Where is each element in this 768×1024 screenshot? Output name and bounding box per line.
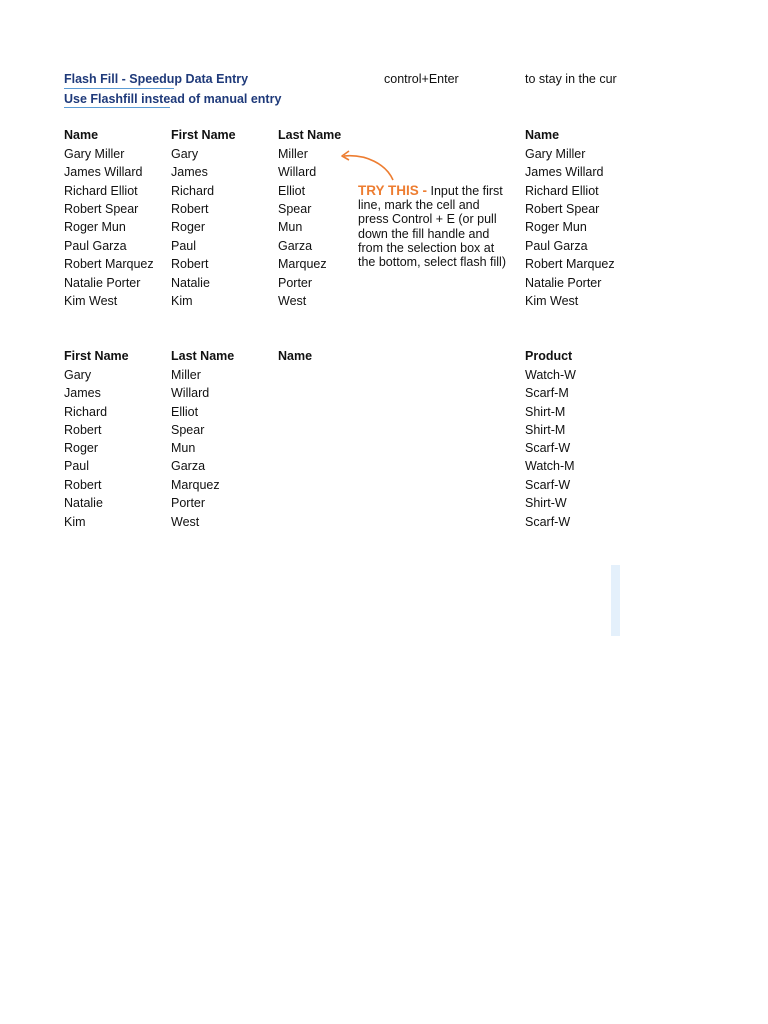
table1-right-cell[interactable]: Kim West <box>525 294 579 308</box>
table1-cell-name[interactable]: Natalie Porter <box>64 276 141 290</box>
table2-cell-first[interactable]: Gary <box>64 368 92 382</box>
table1-cell-last[interactable]: Marquez <box>278 257 327 271</box>
table2-header-name: Name <box>278 349 313 363</box>
try-this-note <box>358 184 506 269</box>
table1-cell-name[interactable]: James Willard <box>64 165 143 179</box>
product-cell[interactable]: Scarf-W <box>525 478 571 492</box>
product-cell[interactable]: Scarf-W <box>525 441 571 455</box>
product-cell[interactable]: Watch-W <box>525 368 576 382</box>
table1-right-cell[interactable]: Roger Mun <box>525 220 587 234</box>
title-underline <box>64 88 174 89</box>
table2-cell-first[interactable]: Richard <box>64 405 108 419</box>
table1-cell-last[interactable]: Miller <box>278 147 308 161</box>
product-cell[interactable]: Shirt-W <box>525 496 567 510</box>
table2-cell-first[interactable]: Kim <box>64 515 86 529</box>
table1-header-name: Name <box>64 128 99 142</box>
table1-cell-first[interactable]: Robert <box>171 202 209 216</box>
table1-cell-first[interactable]: Gary <box>171 147 199 161</box>
table2-cell-last[interactable]: Garza <box>171 459 206 473</box>
table1-cell-last[interactable]: Garza <box>278 239 313 253</box>
table1-cell-name[interactable]: Robert Spear <box>64 202 139 216</box>
table1-header-last-name: Last Name <box>278 128 342 142</box>
table1-cell-first[interactable]: James <box>171 165 208 179</box>
table2-cell-first[interactable]: Natalie <box>64 496 103 510</box>
table1-right-cell[interactable]: Robert Marquez <box>525 257 615 271</box>
table1-cell-first[interactable]: Roger <box>171 220 206 234</box>
table2-cell-last[interactable]: Porter <box>171 496 206 510</box>
table1-cell-name[interactable]: Paul Garza <box>64 239 127 253</box>
product-cell[interactable]: Watch-M <box>525 459 575 473</box>
table2-header-last-name: Last Name <box>171 349 235 363</box>
try-this-text: Input the first line, mark the cell and press Control + E (or pull down the fill handle and from the selection box at the bottom, select flash fill) <box>358 184 506 270</box>
table2-cell-last[interactable]: West <box>171 515 200 529</box>
table1-cell-last[interactable]: Elliot <box>278 184 306 198</box>
table1-right-cell[interactable]: Gary Miller <box>525 147 586 161</box>
table1-cell-name[interactable]: Robert Marquez <box>64 257 154 271</box>
shortcut-cell: control+Enter <box>384 72 459 86</box>
table1-cell-first[interactable]: Natalie <box>171 276 210 290</box>
table2-cell-first[interactable]: Robert <box>64 478 102 492</box>
table1-cell-last[interactable]: Porter <box>278 276 313 290</box>
table1-cell-last[interactable]: West <box>278 294 307 308</box>
table1-cell-first[interactable]: Kim <box>171 294 193 308</box>
table1-cell-name[interactable]: Roger Mun <box>64 220 126 234</box>
product-cell[interactable]: Scarf-M <box>525 386 569 400</box>
try-this-label: TRY THIS - <box>358 183 428 198</box>
table2-cell-last[interactable]: Mun <box>171 441 196 455</box>
table1-cell-last[interactable]: Willard <box>278 165 317 179</box>
subtitle-underline <box>64 107 170 108</box>
table1-cell-first[interactable]: Paul <box>171 239 197 253</box>
table2-cell-last[interactable]: Elliot <box>171 405 199 419</box>
table1-right-cell[interactable]: Natalie Porter <box>525 276 602 290</box>
table1-right-cell[interactable]: James Willard <box>525 165 604 179</box>
table1-right-cell[interactable]: Paul Garza <box>525 239 588 253</box>
table1-cell-last[interactable]: Spear <box>278 202 312 216</box>
table1-header-first-name: First Name <box>171 128 236 142</box>
table2-header-first-name: First Name <box>64 349 129 363</box>
table2-cell-first[interactable]: James <box>64 386 101 400</box>
table2-cell-last[interactable]: Willard <box>171 386 210 400</box>
sheet-title: Flash Fill - Speedup Data Entry <box>64 72 249 86</box>
table2-cell-first[interactable]: Robert <box>64 423 102 437</box>
table1-cell-last[interactable]: Mun <box>278 220 303 234</box>
product-cell[interactable]: Shirt-M <box>525 405 566 419</box>
table1-cell-first[interactable]: Robert <box>171 257 209 271</box>
table2-cell-first[interactable]: Roger <box>64 441 99 455</box>
table1-cell-first[interactable]: Richard <box>171 184 215 198</box>
table2-cell-first[interactable]: Paul <box>64 459 90 473</box>
table1-right-cell[interactable]: Robert Spear <box>525 202 600 216</box>
selection-highlight-strip <box>611 565 620 636</box>
table2-cell-last[interactable]: Spear <box>171 423 205 437</box>
product-cell[interactable]: Shirt-M <box>525 423 566 437</box>
table1-cell-name[interactable]: Richard Elliot <box>64 184 138 198</box>
sheet-subtitle: Use Flashfill instead of manual entry <box>64 92 282 106</box>
table2-right-header-product: Product <box>525 349 573 363</box>
table2-cell-last[interactable]: Marquez <box>171 478 220 492</box>
table1-right-header-name: Name <box>525 128 560 142</box>
product-cell[interactable]: Scarf-W <box>525 515 571 529</box>
table1-right-cell[interactable]: Richard Elliot <box>525 184 599 198</box>
shortcut-note-cell: to stay in the cur <box>525 72 617 86</box>
curved-arrow-icon <box>336 146 400 186</box>
table2-cell-last[interactable]: Miller <box>171 368 201 382</box>
table1-cell-name[interactable]: Gary Miller <box>64 147 125 161</box>
table1-cell-name[interactable]: Kim West <box>64 294 118 308</box>
